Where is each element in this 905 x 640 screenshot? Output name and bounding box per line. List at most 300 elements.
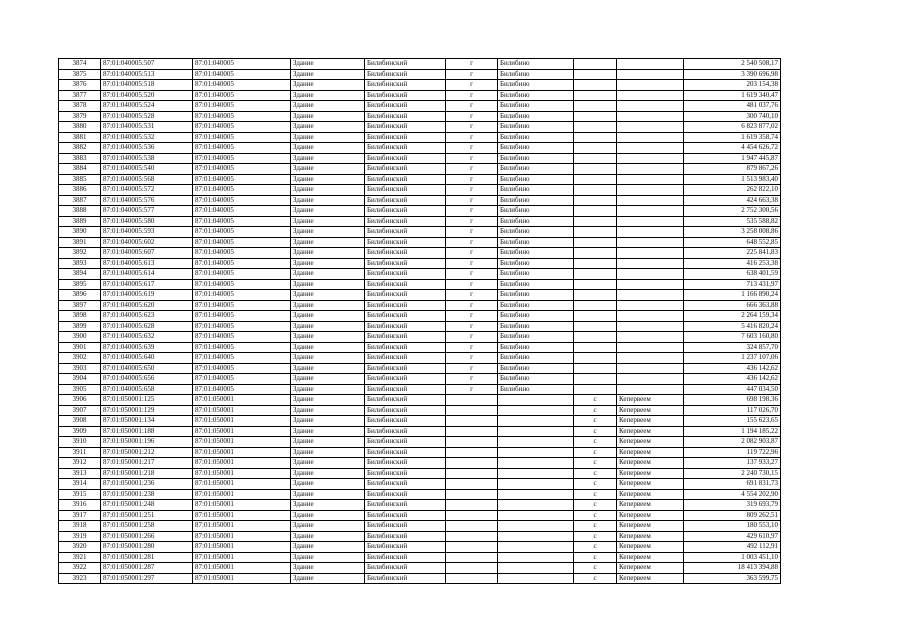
- cadastral-value-cell: 3 258 008,86: [684, 227, 781, 238]
- district-cell: Билибинский: [365, 132, 446, 143]
- cadastral-value-cell: 262 822,10: [684, 185, 781, 196]
- district-cell: Билибинский: [365, 416, 446, 427]
- object-type-cell: Здание: [291, 248, 365, 259]
- settlement-type-city-cell: г: [446, 216, 498, 227]
- city-name-cell: [498, 468, 574, 479]
- settlement-type-village-cell: [574, 206, 617, 217]
- quarter-number-cell: 87:01:050001: [193, 405, 291, 416]
- table-row: [59, 59, 781, 70]
- settlement-type-city-cell: [446, 479, 498, 490]
- quarter-number-cell: 87:01:040005: [193, 384, 291, 395]
- cadastral-number-cell: 87:01:050001:287: [101, 563, 193, 574]
- row-number-cell: 3886: [59, 185, 101, 196]
- object-type-cell: Здание: [291, 164, 365, 175]
- object-type-cell: Здание: [291, 489, 365, 500]
- row-number-cell: 3878: [59, 101, 101, 112]
- quarter-number-cell: 87:01:040005: [193, 111, 291, 122]
- table-row: [59, 132, 781, 143]
- settlement-type-village-cell: с: [574, 521, 617, 532]
- object-type-cell: Здание: [291, 111, 365, 122]
- settlement-type-city-cell: г: [446, 311, 498, 322]
- row-number-cell: 3906: [59, 395, 101, 406]
- settlement-type-city-cell: г: [446, 101, 498, 112]
- village-name-cell: [617, 353, 684, 364]
- quarter-number-cell: 87:01:040005: [193, 122, 291, 133]
- row-number-cell: 3885: [59, 174, 101, 185]
- settlement-type-city-cell: г: [446, 69, 498, 80]
- village-name-cell: [617, 111, 684, 122]
- settlement-type-village-cell: [574, 300, 617, 311]
- settlement-type-city-cell: г: [446, 290, 498, 301]
- settlement-type-city-cell: г: [446, 59, 498, 70]
- object-type-cell: Здание: [291, 258, 365, 269]
- settlement-type-village-cell: [574, 384, 617, 395]
- cadastral-value-cell: 429 610,97: [684, 531, 781, 542]
- city-name-cell: [498, 510, 574, 521]
- table-row: [59, 342, 781, 353]
- settlement-type-city-cell: г: [446, 164, 498, 175]
- quarter-number-cell: 87:01:040005: [193, 90, 291, 101]
- cadastral-value-cell: 2 240 730,15: [684, 468, 781, 479]
- row-number-cell: 3889: [59, 216, 101, 227]
- cadastral-value-cell: 879 867,26: [684, 164, 781, 175]
- village-name-cell: [617, 279, 684, 290]
- cadastral-value-cell: 3 390 696,98: [684, 69, 781, 80]
- cadastral-number-cell: 87:01:040005:531: [101, 122, 193, 133]
- settlement-type-city-cell: г: [446, 206, 498, 217]
- settlement-type-city-cell: г: [446, 227, 498, 238]
- city-name-cell: Билибино: [498, 374, 574, 385]
- cadastral-number-cell: 87:01:040005:628: [101, 321, 193, 332]
- village-name-cell: Кепервеем: [617, 573, 684, 584]
- settlement-type-village-cell: [574, 216, 617, 227]
- settlement-type-village-cell: с: [574, 458, 617, 469]
- district-cell: Билибинский: [365, 573, 446, 584]
- settlement-type-city-cell: [446, 416, 498, 427]
- row-number-cell: 3897: [59, 300, 101, 311]
- district-cell: Билибинский: [365, 248, 446, 259]
- table-row: [59, 489, 781, 500]
- object-type-cell: Здание: [291, 321, 365, 332]
- district-cell: Билибинский: [365, 563, 446, 574]
- settlement-type-city-cell: г: [446, 363, 498, 374]
- settlement-type-village-cell: [574, 311, 617, 322]
- settlement-type-village-cell: с: [574, 479, 617, 490]
- district-cell: Билибинский: [365, 174, 446, 185]
- district-cell: Билибинский: [365, 468, 446, 479]
- settlement-type-city-cell: г: [446, 342, 498, 353]
- cadastral-value-cell: 424 663,38: [684, 195, 781, 206]
- cadastral-value-cell: 713 431,97: [684, 279, 781, 290]
- city-name-cell: Билибино: [498, 153, 574, 164]
- quarter-number-cell: 87:01:040005: [193, 321, 291, 332]
- district-cell: Билибинский: [365, 384, 446, 395]
- cadastral-number-cell: 87:01:040005:580: [101, 216, 193, 227]
- cadastral-value-cell: 535 588,82: [684, 216, 781, 227]
- quarter-number-cell: 87:01:040005: [193, 363, 291, 374]
- village-name-cell: [617, 290, 684, 301]
- district-cell: Билибинский: [365, 552, 446, 563]
- cadastral-number-cell: 87:01:040005:518: [101, 80, 193, 91]
- village-name-cell: [617, 195, 684, 206]
- settlement-type-city-cell: г: [446, 185, 498, 196]
- cadastral-number-cell: 87:01:050001:251: [101, 510, 193, 521]
- settlement-type-city-cell: [446, 552, 498, 563]
- cadastral-value-cell: 2 082 903,87: [684, 437, 781, 448]
- object-type-cell: Здание: [291, 80, 365, 91]
- cadastral-number-cell: 87:01:040005:524: [101, 101, 193, 112]
- settlement-type-city-cell: [446, 489, 498, 500]
- row-number-cell: 3912: [59, 458, 101, 469]
- table-row: [59, 269, 781, 280]
- object-type-cell: Здание: [291, 227, 365, 238]
- row-number-cell: 3894: [59, 269, 101, 280]
- district-cell: Билибинский: [365, 90, 446, 101]
- city-name-cell: Билибино: [498, 195, 574, 206]
- row-number-cell: 3884: [59, 164, 101, 175]
- row-number-cell: 3916: [59, 500, 101, 511]
- cadastral-value-cell: 180 553,10: [684, 521, 781, 532]
- village-name-cell: [617, 216, 684, 227]
- village-name-cell: [617, 153, 684, 164]
- settlement-type-village-cell: с: [574, 437, 617, 448]
- settlement-type-city-cell: г: [446, 374, 498, 385]
- object-type-cell: Здание: [291, 374, 365, 385]
- object-type-cell: Здание: [291, 468, 365, 479]
- table-row: [59, 384, 781, 395]
- table-row: [59, 542, 781, 553]
- city-name-cell: Билибино: [498, 384, 574, 395]
- cadastral-number-cell: 87:01:050001:188: [101, 426, 193, 437]
- cadastral-number-cell: 87:01:040005:568: [101, 174, 193, 185]
- settlement-type-village-cell: с: [574, 552, 617, 563]
- row-number-cell: 3887: [59, 195, 101, 206]
- city-name-cell: [498, 437, 574, 448]
- cadastral-number-cell: 87:01:050001:129: [101, 405, 193, 416]
- village-name-cell: [617, 227, 684, 238]
- settlement-type-village-cell: с: [574, 468, 617, 479]
- village-name-cell: Кепервеем: [617, 500, 684, 511]
- object-type-cell: Здание: [291, 101, 365, 112]
- quarter-number-cell: 87:01:040005: [193, 174, 291, 185]
- quarter-number-cell: 87:01:050001: [193, 479, 291, 490]
- row-number-cell: 3899: [59, 321, 101, 332]
- settlement-type-village-cell: [574, 185, 617, 196]
- quarter-number-cell: 87:01:040005: [193, 311, 291, 322]
- city-name-cell: Билибино: [498, 300, 574, 311]
- row-number-cell: 3922: [59, 563, 101, 574]
- quarter-number-cell: 87:01:040005: [193, 216, 291, 227]
- row-number-cell: 3876: [59, 80, 101, 91]
- quarter-number-cell: 87:01:040005: [193, 258, 291, 269]
- table-row: [59, 248, 781, 259]
- object-type-cell: Здание: [291, 216, 365, 227]
- city-name-cell: Билибино: [498, 69, 574, 80]
- object-type-cell: Здание: [291, 237, 365, 248]
- city-name-cell: [498, 573, 574, 584]
- district-cell: Билибинский: [365, 80, 446, 91]
- object-type-cell: Здание: [291, 552, 365, 563]
- table-row: [59, 216, 781, 227]
- cadastral-number-cell: 87:01:040005:602: [101, 237, 193, 248]
- cadastral-number-cell: 87:01:040005:617: [101, 279, 193, 290]
- city-name-cell: [498, 542, 574, 553]
- village-name-cell: [617, 300, 684, 311]
- object-type-cell: Здание: [291, 311, 365, 322]
- district-cell: Билибинский: [365, 531, 446, 542]
- village-name-cell: [617, 164, 684, 175]
- quarter-number-cell: 87:01:040005: [193, 153, 291, 164]
- row-number-cell: 3905: [59, 384, 101, 395]
- village-name-cell: Кепервеем: [617, 489, 684, 500]
- object-type-cell: Здание: [291, 416, 365, 427]
- cadastral-number-cell: 87:01:040005:532: [101, 132, 193, 143]
- district-cell: Билибинский: [365, 237, 446, 248]
- table-row: [59, 311, 781, 322]
- row-number-cell: 3910: [59, 437, 101, 448]
- table-row: [59, 143, 781, 154]
- quarter-number-cell: 87:01:050001: [193, 426, 291, 437]
- table-row: [59, 531, 781, 542]
- district-cell: Билибинский: [365, 258, 446, 269]
- city-name-cell: [498, 479, 574, 490]
- settlement-type-city-cell: [446, 395, 498, 406]
- cadastral-number-cell: 87:01:040005:658: [101, 384, 193, 395]
- row-number-cell: 3903: [59, 363, 101, 374]
- district-cell: Билибинский: [365, 311, 446, 322]
- city-name-cell: [498, 521, 574, 532]
- row-number-cell: 3883: [59, 153, 101, 164]
- city-name-cell: Билибино: [498, 143, 574, 154]
- cadastral-value-cell: 648 552,85: [684, 237, 781, 248]
- table-row: [59, 185, 781, 196]
- city-name-cell: Билибино: [498, 258, 574, 269]
- settlement-type-village-cell: [574, 332, 617, 343]
- cadastral-value-cell: 1 947 445,87: [684, 153, 781, 164]
- settlement-type-village-cell: [574, 248, 617, 259]
- city-name-cell: [498, 500, 574, 511]
- cadastral-value-cell: 2 752 300,56: [684, 206, 781, 217]
- table-row: [59, 237, 781, 248]
- cadastral-value-cell: 4 454 626,72: [684, 143, 781, 154]
- settlement-type-city-cell: [446, 531, 498, 542]
- quarter-number-cell: 87:01:040005: [193, 353, 291, 364]
- settlement-type-city-cell: г: [446, 237, 498, 248]
- object-type-cell: Здание: [291, 185, 365, 196]
- settlement-type-village-cell: с: [574, 489, 617, 500]
- cadastral-value-cell: 481 037,76: [684, 101, 781, 112]
- table-row: [59, 300, 781, 311]
- row-number-cell: 3918: [59, 521, 101, 532]
- cadastral-value-cell: 18 413 394,88: [684, 563, 781, 574]
- cadastral-value-cell: 2 264 159,34: [684, 311, 781, 322]
- cadastral-number-cell: 87:01:040005:572: [101, 185, 193, 196]
- object-type-cell: Здание: [291, 143, 365, 154]
- quarter-number-cell: 87:01:050001: [193, 447, 291, 458]
- district-cell: Билибинский: [365, 500, 446, 511]
- object-type-cell: Здание: [291, 353, 365, 364]
- settlement-type-city-cell: [446, 426, 498, 437]
- settlement-type-city-cell: [446, 447, 498, 458]
- settlement-type-city-cell: г: [446, 384, 498, 395]
- district-cell: Билибинский: [365, 69, 446, 80]
- village-name-cell: Кепервеем: [617, 468, 684, 479]
- quarter-number-cell: 87:01:040005: [193, 300, 291, 311]
- row-number-cell: 3881: [59, 132, 101, 143]
- settlement-type-village-cell: [574, 80, 617, 91]
- village-name-cell: [617, 59, 684, 70]
- village-name-cell: Кепервеем: [617, 447, 684, 458]
- district-cell: Билибинский: [365, 510, 446, 521]
- table-row: [59, 101, 781, 112]
- district-cell: Билибинский: [365, 542, 446, 553]
- settlement-type-village-cell: с: [574, 563, 617, 574]
- table-row: [59, 395, 781, 406]
- table-row: [59, 437, 781, 448]
- cadastral-number-cell: 87:01:050001:248: [101, 500, 193, 511]
- table-row: [59, 332, 781, 343]
- quarter-number-cell: 87:01:050001: [193, 489, 291, 500]
- village-name-cell: [617, 174, 684, 185]
- quarter-number-cell: 87:01:040005: [193, 59, 291, 70]
- object-type-cell: Здание: [291, 69, 365, 80]
- settlement-type-village-cell: с: [574, 500, 617, 511]
- village-name-cell: [617, 237, 684, 248]
- village-name-cell: [617, 321, 684, 332]
- table-row: [59, 479, 781, 490]
- cadastral-value-cell: 1 513 983,40: [684, 174, 781, 185]
- row-number-cell: 3904: [59, 374, 101, 385]
- cadastral-number-cell: 87:01:050001:134: [101, 416, 193, 427]
- settlement-type-city-cell: г: [446, 143, 498, 154]
- city-name-cell: [498, 405, 574, 416]
- city-name-cell: [498, 416, 574, 427]
- city-name-cell: Билибино: [498, 363, 574, 374]
- district-cell: Билибинский: [365, 122, 446, 133]
- table-row: [59, 174, 781, 185]
- city-name-cell: Билибино: [498, 227, 574, 238]
- table-row: [59, 500, 781, 511]
- table-body: [59, 59, 781, 584]
- object-type-cell: Здание: [291, 542, 365, 553]
- cadastral-value-cell: 492 112,91: [684, 542, 781, 553]
- district-cell: Билибинский: [365, 353, 446, 364]
- object-type-cell: Здание: [291, 531, 365, 542]
- district-cell: Билибинский: [365, 153, 446, 164]
- cadastral-value-cell: 638 401,59: [684, 269, 781, 280]
- quarter-number-cell: 87:01:050001: [193, 573, 291, 584]
- cadastral-number-cell: 87:01:040005:656: [101, 374, 193, 385]
- settlement-type-city-cell: г: [446, 332, 498, 343]
- cadastral-value-cell: 1 237 107,06: [684, 353, 781, 364]
- settlement-type-village-cell: [574, 363, 617, 374]
- cadastral-value-cell: 436 142,62: [684, 374, 781, 385]
- city-name-cell: [498, 531, 574, 542]
- city-name-cell: Билибино: [498, 59, 574, 70]
- settlement-type-village-cell: с: [574, 542, 617, 553]
- city-name-cell: Билибино: [498, 174, 574, 185]
- cadastral-value-cell: 1 194 185,22: [684, 426, 781, 437]
- settlement-type-village-cell: [574, 353, 617, 364]
- settlement-type-village-cell: [574, 122, 617, 133]
- quarter-number-cell: 87:01:040005: [193, 248, 291, 259]
- quarter-number-cell: 87:01:040005: [193, 279, 291, 290]
- settlement-type-city-cell: [446, 468, 498, 479]
- table-row: [59, 573, 781, 584]
- village-name-cell: [617, 185, 684, 196]
- village-name-cell: [617, 69, 684, 80]
- city-name-cell: Билибино: [498, 342, 574, 353]
- village-name-cell: Кепервеем: [617, 458, 684, 469]
- object-type-cell: Здание: [291, 342, 365, 353]
- table-row: [59, 374, 781, 385]
- settlement-type-village-cell: [574, 69, 617, 80]
- object-type-cell: Здание: [291, 384, 365, 395]
- cadastral-value-cell: 225 841,83: [684, 248, 781, 259]
- object-type-cell: Здание: [291, 500, 365, 511]
- row-number-cell: 3921: [59, 552, 101, 563]
- city-name-cell: Билибино: [498, 90, 574, 101]
- table-row: [59, 426, 781, 437]
- table-row: [59, 195, 781, 206]
- object-type-cell: Здание: [291, 405, 365, 416]
- cadastral-number-cell: 87:01:040005:640: [101, 353, 193, 364]
- village-name-cell: Кепервеем: [617, 395, 684, 406]
- settlement-type-village-cell: [574, 111, 617, 122]
- settlement-type-village-cell: [574, 174, 617, 185]
- object-type-cell: Здание: [291, 195, 365, 206]
- cadastral-number-cell: 87:01:040005:623: [101, 311, 193, 322]
- quarter-number-cell: 87:01:050001: [193, 563, 291, 574]
- row-number-cell: 3923: [59, 573, 101, 584]
- table-row: [59, 353, 781, 364]
- district-cell: Билибинский: [365, 185, 446, 196]
- object-type-cell: Здание: [291, 426, 365, 437]
- cadastral-value-cell: 436 142,62: [684, 363, 781, 374]
- district-cell: Билибинский: [365, 437, 446, 448]
- city-name-cell: Билибино: [498, 111, 574, 122]
- cadastral-number-cell: 87:01:050001:196: [101, 437, 193, 448]
- cadastral-number-cell: 87:01:040005:620: [101, 300, 193, 311]
- row-number-cell: 3902: [59, 353, 101, 364]
- row-number-cell: 3882: [59, 143, 101, 154]
- village-name-cell: [617, 384, 684, 395]
- cadastral-value-cell: 691 831,73: [684, 479, 781, 490]
- quarter-number-cell: 87:01:050001: [193, 542, 291, 553]
- district-cell: Билибинский: [365, 195, 446, 206]
- settlement-type-city-cell: г: [446, 80, 498, 91]
- district-cell: Билибинский: [365, 269, 446, 280]
- table-row: [59, 363, 781, 374]
- cadastral-number-cell: 87:01:040005:593: [101, 227, 193, 238]
- settlement-type-city-cell: г: [446, 269, 498, 280]
- settlement-type-city-cell: [446, 573, 498, 584]
- settlement-type-city-cell: г: [446, 111, 498, 122]
- settlement-type-city-cell: г: [446, 248, 498, 259]
- quarter-number-cell: 87:01:040005: [193, 164, 291, 175]
- quarter-number-cell: 87:01:040005: [193, 332, 291, 343]
- row-number-cell: 3895: [59, 279, 101, 290]
- city-name-cell: Билибино: [498, 321, 574, 332]
- settlement-type-village-cell: [574, 132, 617, 143]
- table-row: [59, 321, 781, 332]
- settlement-type-village-cell: [574, 279, 617, 290]
- table-row: [59, 416, 781, 427]
- object-type-cell: Здание: [291, 279, 365, 290]
- settlement-type-village-cell: с: [574, 510, 617, 521]
- table-row: [59, 80, 781, 91]
- row-number-cell: 3874: [59, 59, 101, 70]
